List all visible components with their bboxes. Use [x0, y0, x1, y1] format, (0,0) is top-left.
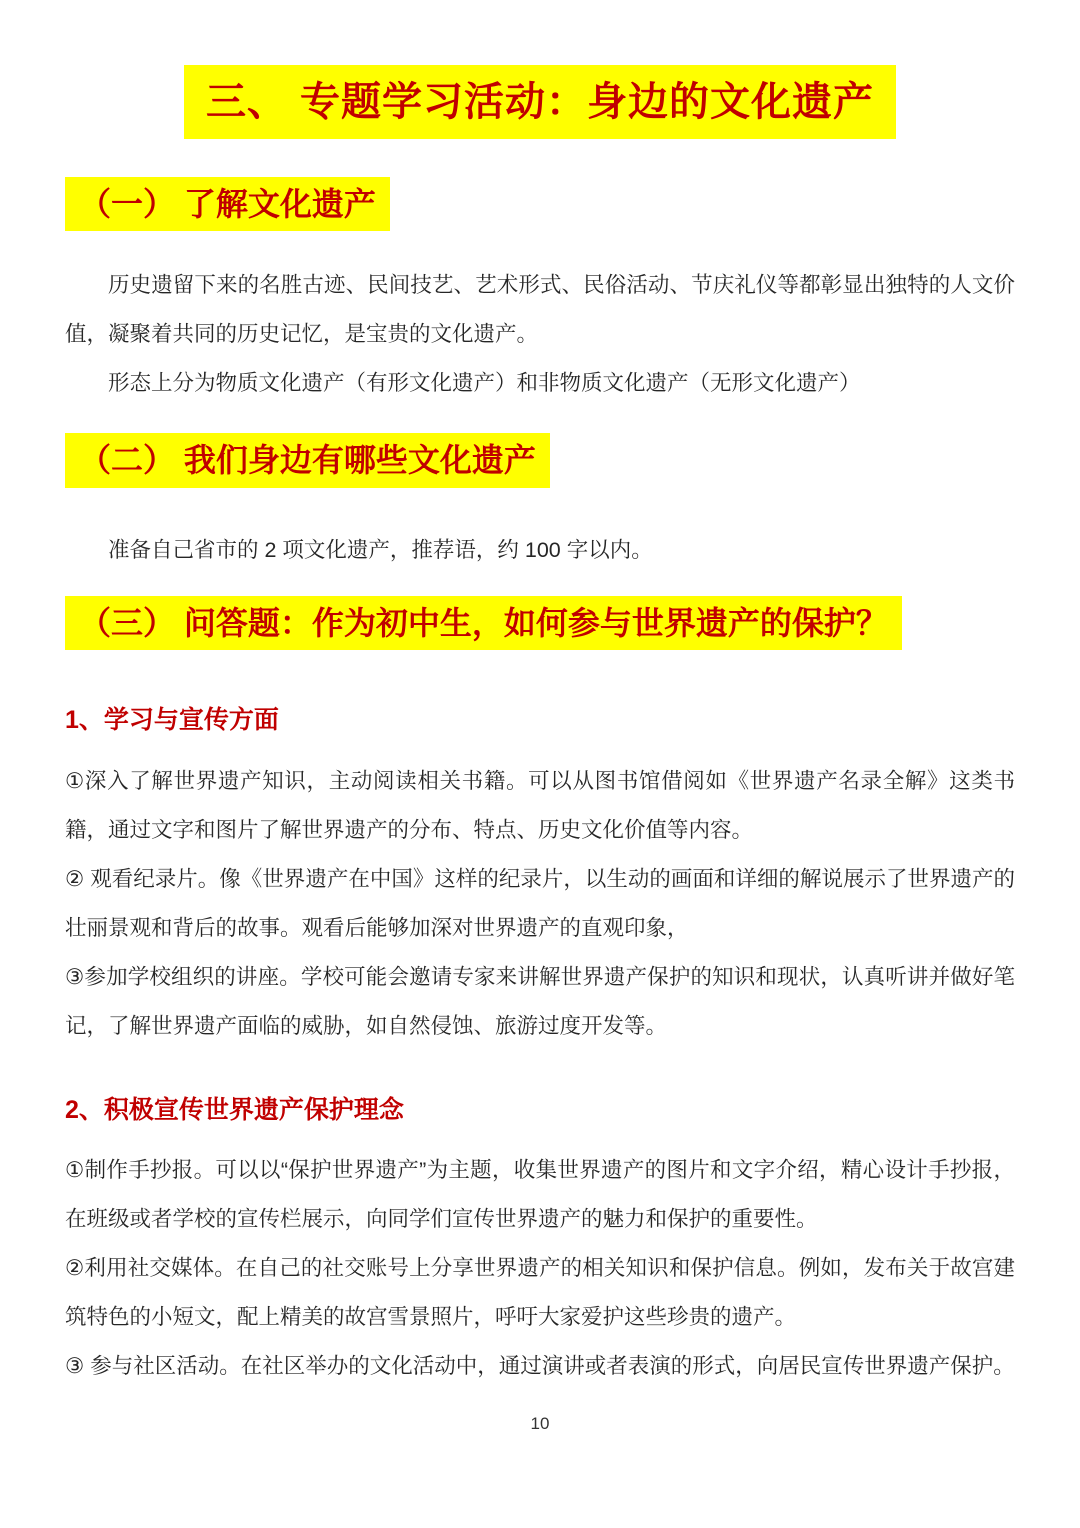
section-3-heading: （三） 问答题：作为初中生，如何参与世界遗产的保护？: [65, 596, 902, 650]
section-1-paragraph-1: 历史遗留下来的名胜古迹、民间技艺、艺术形式、民俗活动、节庆礼仪等都彰显出独特的人文价值，凝聚着共同的历史记忆，是宝贵的文化遗产。: [65, 273, 1015, 347]
subsection-2-item-1: ①制作手抄报。可以以“保护世界遗产”为主题，收集世界遗产的图片和文字介绍，精心设计手抄报，在班级或者学校的宣传栏展示，向同学们宣传世界遗产的魅力和保护的重要性。: [65, 1158, 1015, 1232]
page-number: 10: [530, 1414, 550, 1433]
subsection-1-items: [65, 757, 1015, 1051]
page-content: [0, 177, 1080, 1391]
subsection-2-heading: 2、积极宣传世界遗产保护理念: [65, 1095, 404, 1124]
section-1-paragraph-2: 形态上分为物质文化遗产（有形文化遗产）和非物质文化遗产（无形文化遗产）: [108, 371, 861, 396]
subsection-2-item-2: ②利用社交媒体。在自己的社交账号上分享世界遗产的相关知识和保护信息。例如，发布关于故宫建筑特色的小短文，配上精美的故宫雪景照片，呼吁大家爱护这些珍贵的遗产。: [65, 1256, 1015, 1330]
subsection-1-item-1: ①深入了解世界遗产知识，主动阅读相关书籍。可以从图书馆借阅如《世界遗产名录全解》这类书籍，通过文字和图片了解世界遗产的分布、特点、历史文化价值等内容。: [65, 768, 1015, 842]
section-1-heading: （一） 了解文化遗产: [65, 177, 390, 231]
subsection-2-item-3: ③ 参与社区活动。在社区举办的文化活动中，通过演讲或者表演的形式，向居民宣传世界遗产保护。: [65, 1354, 1015, 1379]
section-2-heading: （二） 我们身边有哪些文化遗产: [65, 433, 550, 487]
subsection-1-item-2: ② 观看纪录片。像《世界遗产在中国》这样的纪录片，以生动的画面和详细的解说展示了世界遗产的壮丽景观和背后的故事。观看后能够加深对世界遗产的直观印象，: [65, 866, 1015, 940]
section-2-paragraph-1: 准备自己省市的 2 项文化遗产，推荐语，约 100 字以内。: [108, 537, 653, 562]
subsection-1-item-3: ③参加学校组织的讲座。学校可能会邀请专家来讲解世界遗产保护的知识和现状，认真听讲并做好笔记，了解世界遗产面临的威胁，如自然侵蚀、旅游过度开发等。: [65, 964, 1015, 1038]
subsection-1-heading: 1、学习与宣传方面: [65, 706, 279, 735]
subsection-2-items: [65, 1146, 1015, 1391]
page-title: 三、 专题学习活动：身边的文化遗产: [184, 65, 896, 139]
